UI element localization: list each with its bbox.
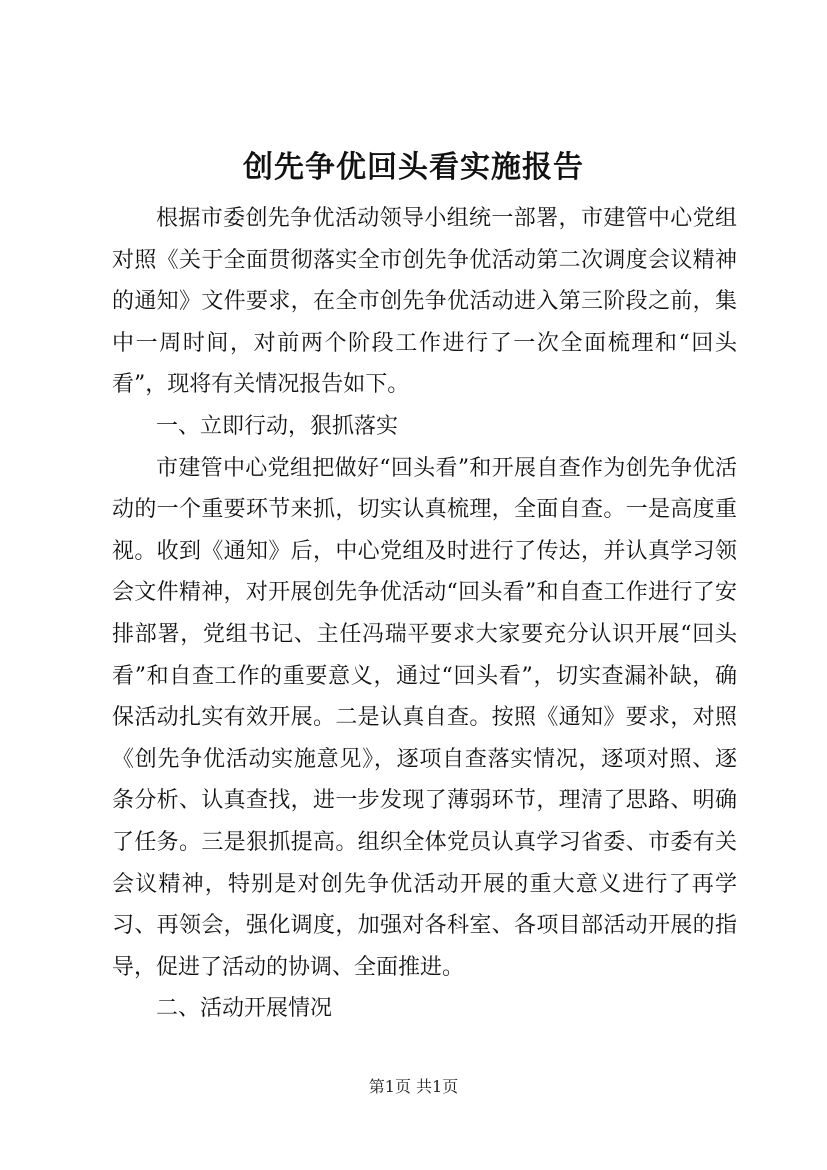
page-title: 创先争优回头看实施报告 bbox=[243, 150, 584, 185]
section-1-paragraph: 市建管中心党组把做好“回头看”和开展自查作为创先争优活动的一个重要环节来抓，切实认真梳理，全面自查。一是高度重视。收到《通知》后，中心党组及时进行了传达，并认真学习领会文件精神，对开展创先争优活动“回头看”和自查工作进行了安排部署，党组书记、主任冯瑞平要求大家要充分认识开展“回头看”和自查工作的重要意义，通过“回头看”，切实查漏补缺，确保活动扎实有效开展。二是认真自查。按照《通知》要求，对照《创先争优活动实施意见》，逐项自查落实情况，逐项对照、逐条分析、认真查找，进一步发现了薄弱环节，理清了思路、明确了任务。三是狠抓提高。组织全体党员认真学习省委、市委有关会议精神，特别是对创先争优活动开展的重大意义进行了再学习、再领会，强化调度，加强对各科室、各项目部活动开展的指导，促进了活动的协调、全面推进。 bbox=[112, 455, 737, 980]
intro-paragraph: 根据市委创先争优活动领导小组统一部署，市建管中心党组对照《关于全面贯彻落实全市创先争优活动第二次调度会议精神的通知》文件要求，在全市创先争优活动进入第三阶段之前，集中一周时间，对前两个阶段工作进行了一次全面梳理和“回头看”，现将有关情况报告如下。 bbox=[112, 206, 737, 398]
section-heading-1: 一、立即行动，狠抓落实 bbox=[156, 413, 399, 439]
section-heading-2: 二、活动开展情况 bbox=[156, 996, 333, 1022]
document-body bbox=[112, 198, 737, 1030]
page-footer: 第1页 共1页 bbox=[368, 1077, 459, 1096]
